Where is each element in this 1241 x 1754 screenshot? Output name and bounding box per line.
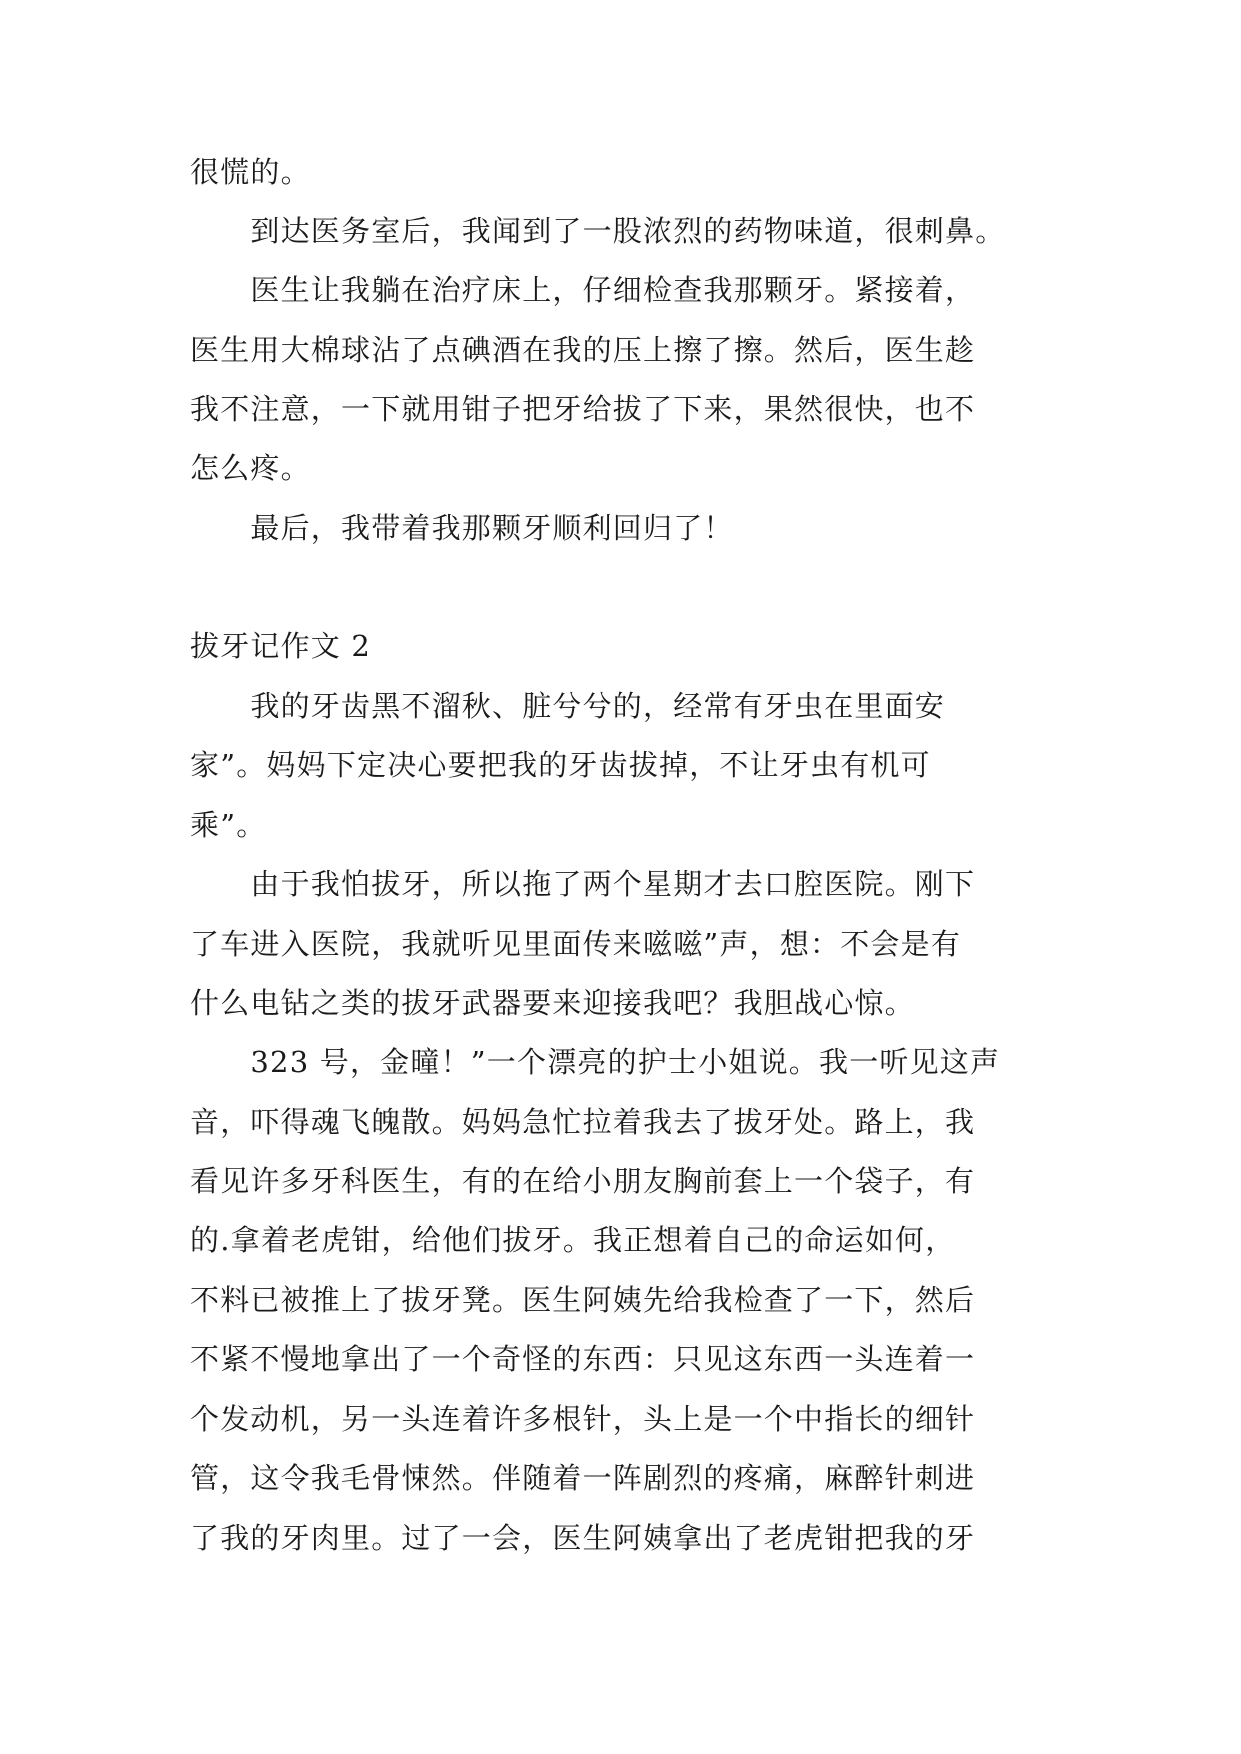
text-line: 管，这令我毛骨悚然。伴随着一阵剧烈的疼痛，麻醉针刺进 [190,1461,976,1495]
text-line: 怎么疼。 [190,451,311,485]
text-line: 不紧不慢地拿出了一个奇怪的东西：只见这东西一头连着一 [190,1342,976,1376]
text-line: 由于我怕拔牙，所以拖了两个星期才去口腔医院。刚下 [190,867,976,901]
text-line: 很慌的。 [190,155,311,189]
text-line: 到达医务室后，我闻到了一股浓烈的药物味道，很刺鼻。 [190,214,1006,248]
text-line: 家”。妈妈下定决心要把我的牙齿拔掉，不让牙虫有机可 [190,748,931,782]
text-line: 个发动机，另一头连着许多根针，头上是一个中指长的细针 [190,1402,976,1436]
text-line: 什么电钻之类的拔牙武器要来迎接我吧？我胆战心惊。 [190,986,915,1020]
text-line: 的.拿着老虎钳，给他们拔牙。我正想着自己的命运如何， [190,1223,956,1257]
text-line: 我不注意，一下就用钳子把牙给拔了下来，果然很快，也不 [190,392,976,426]
text-line: 了我的牙肉里。过了一会，医生阿姨拿出了老虎钳把我的牙 [190,1521,976,1555]
text-line: 音，吓得魂飞魄散。妈妈急忙拉着我去了拔牙处。路上，我 [190,1105,976,1139]
text-line: 医生用大棉球沾了点碘酒在我的压上擦了擦。然后，医生趁 [190,333,976,367]
section-heading: 拔牙记作文 2 [190,629,372,663]
text-line: 乘”。 [190,808,267,842]
text-line: 看见许多牙科医生，有的在给小朋友胸前套上一个袋子，有 [190,1164,976,1198]
text-line: 323 号，金曈！”一个漂亮的护士小姐说。我一听见这声 [190,1045,1001,1079]
text-line: 了车进入医院，我就听见里面传来嗞嗞”声，想：不会是有 [190,927,962,961]
text-line: 不料已被推上了拔牙凳。医生阿姨先给我检查了一下，然后 [190,1283,976,1317]
text-line: 最后，我带着我那颗牙顺利回归了！ [190,511,734,545]
text-line: 医生让我躺在治疗床上，仔细检查我那颗牙。紧接着， [190,273,976,307]
text-line: 我的牙齿黑不溜秋、脏兮兮的，经常有牙虫在里面安 [190,689,946,723]
